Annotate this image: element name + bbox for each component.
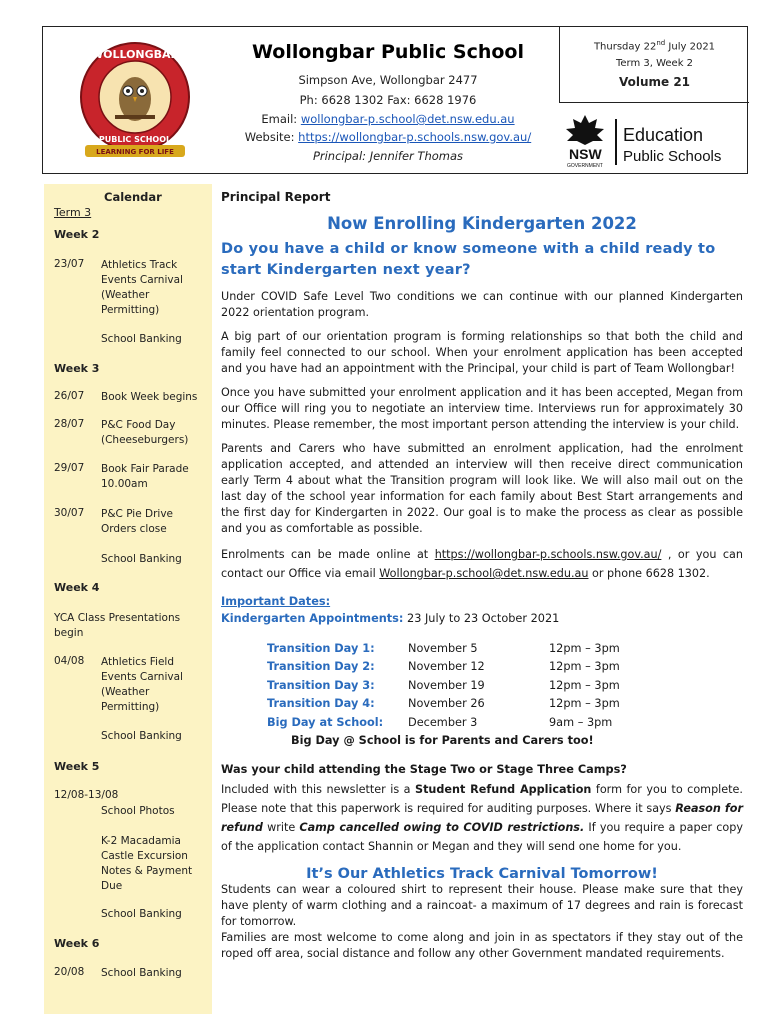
- issue-info-box: [559, 27, 749, 103]
- calendar-event: P&C Pie Drive Orders close: [101, 508, 173, 535]
- calendar-event: Book Week begins: [101, 391, 198, 403]
- table-row: Transition Day 2: November 12 12pm – 3pm: [267, 660, 620, 674]
- calendar-event: School Banking: [101, 967, 182, 979]
- school-address: Simpson Ave, Wollongbar 2477: [298, 73, 478, 87]
- school-website-line: [213, 130, 563, 144]
- term-week: Term 3, Week 2: [615, 58, 694, 70]
- athletics-carnival-heading: It’s Our Athletics Track Carnival Tomorrow!: [306, 865, 658, 882]
- table-row: Big Day at School: December 3 9am – 3pm: [267, 715, 613, 729]
- svg-text:Education: Education: [623, 125, 704, 145]
- calendar-sidebar: [44, 184, 212, 1014]
- office-email-link[interactable]: Wollongbar-p.school@det.nsw.edu.au: [379, 567, 589, 580]
- calendar-event: School Banking: [101, 908, 182, 920]
- school-crest-logo: [75, 39, 195, 159]
- calendar-event: Book Fair Parade 10.00am: [101, 463, 189, 490]
- school-email-line: [213, 112, 563, 126]
- paragraph: Families are most welcome to come along and join in as spectators if they stay out of the roped off area, social distance and follow any other Government mandated requirements.: [221, 930, 743, 960]
- calendar-week-4: Week 4: [54, 581, 100, 594]
- important-dates-heading: Important Dates:: [221, 595, 331, 608]
- waratah-icon: [566, 115, 604, 145]
- camps-refund-paragraph: Included with this newsletter is a Student Refund Application form for you to complete. Please note that this paperwork is required for auditing purposes. Where it says Reason for refund write Camp cancelled owing to COVID restrictions. If you require a paper copy of the application contact Shannin or Megan and they will send one home for you.: [221, 782, 743, 853]
- transition-schedule-table: [267, 639, 620, 732]
- table-row: Transition Day 3: November 19 12pm – 3pm: [267, 678, 620, 692]
- calendar-date: 12/08-13/08: [54, 789, 119, 801]
- svg-text:NSW: NSW: [569, 146, 602, 162]
- svg-text:WOLLONGBAR: WOLLONGBAR: [90, 48, 180, 61]
- calendar-date: 20/08: [54, 966, 85, 978]
- calendar-date: 04/08: [54, 655, 85, 667]
- calendar-week-5: Week 5: [54, 760, 100, 773]
- calendar-title: Calendar: [104, 190, 162, 204]
- enrolment-website-link[interactable]: https://wollongbar-p.schools.nsw.gov.au/: [434, 548, 662, 561]
- paragraph: Once you have submitted your enrolment application and it has been accepted, Megan from our Office will ring you to negotiate an interview time. Interviews run for approximately 30 minutes. Please remember, the most important person attending the interview is your child.: [221, 386, 743, 431]
- paragraph: Students can wear a coloured shirt to represent their house. Please make sure that they have plenty of warm clothing and a raincoat- a maximum of 17 degrees and rain is forecast for tomorrow.: [221, 882, 743, 928]
- calendar-event: Athletics Field Events Carnival (Weather Permitting): [101, 656, 183, 713]
- calendar-week-2: Week 2: [54, 228, 100, 241]
- issue-date: Thursday 22nd July 2021: [593, 39, 716, 53]
- school-website-link[interactable]: https://wollongbar-p.schools.nsw.gov.au/: [298, 130, 532, 144]
- paragraph: Parents and Carers who have submitted an enrolment application, had the enrolment application accepted, and attended an interview will then receive direct communication early Term 4 about what the Transition program will look like. We will also mail out on the last day of the school year information for each family about Best Start arrangements and the first day for Kindergarten in 2022. Our goal is to make the process as clear as possible and you as comfortable as possible.: [221, 442, 743, 535]
- kindergarten-appointments: Kindergarten Appointments: 23 July to 23 October 2021: [221, 612, 560, 625]
- calendar-date: 30/07: [54, 507, 85, 519]
- calendar-term: Term 3: [54, 206, 92, 219]
- calendar-date: 29/07: [54, 462, 85, 474]
- school-name: Wollongbar Public School: [252, 41, 524, 63]
- calendar-week-3: Week 3: [54, 362, 100, 375]
- svg-text:LEARNING FOR LIFE: LEARNING FOR LIFE: [96, 148, 174, 156]
- calendar-date: 23/07: [54, 258, 85, 270]
- table-row: Transition Day 4: November 26 12pm – 3pm: [267, 697, 620, 711]
- school-phone-fax: Ph: 6628 1302 Fax: 6628 1976: [299, 93, 477, 107]
- calendar-event: K-2 Macadamia Castle Excursion Notes & Payment Due: [101, 835, 193, 892]
- calendar-date: 26/07: [54, 390, 85, 402]
- website-label: Website:: [244, 130, 299, 144]
- calendar-date: 28/07: [54, 418, 85, 430]
- big-day-note: Big Day @ School is for Parents and Carers too!: [291, 733, 594, 747]
- calendar-event: School Banking: [101, 553, 182, 565]
- principal-report: [221, 184, 743, 962]
- calendar-event: School Banking: [101, 730, 182, 742]
- newsletter-header: [42, 26, 748, 174]
- calendar-event: P&C Food Day (Cheeseburgers): [101, 419, 189, 446]
- volume-number: Volume 21: [618, 75, 691, 90]
- enrolling-headline: Now Enrolling Kindergarten 2022: [327, 214, 637, 233]
- svg-text:GOVERNMENT: GOVERNMENT: [567, 163, 603, 169]
- email-label: Email:: [261, 112, 301, 126]
- calendar-event: YCA Class Presentations begin: [54, 612, 181, 639]
- principal-name: Principal: Jennifer Thomas: [312, 149, 464, 163]
- enrolling-question: Do you have a child or know someone with a child ready to start Kindergarten next year?: [221, 241, 716, 278]
- calendar-event: School Banking: [101, 333, 182, 345]
- paragraph: Under COVID Safe Level Two conditions we can continue with our planned Kindergarten 2022 orientation program.: [221, 290, 743, 319]
- school-email-link[interactable]: wollongbar-p.school@det.nsw.edu.au: [300, 112, 515, 126]
- section-title: Principal Report: [221, 190, 331, 204]
- camps-question: Was your child attending the Stage Two or Stage Three Camps?: [221, 762, 627, 776]
- calendar-event: School Photos: [101, 805, 175, 817]
- table-row: Transition Day 1: November 5 12pm – 3pm: [267, 641, 620, 655]
- calendar-week-6: Week 6: [54, 937, 100, 950]
- svg-text:Public Schools: Public Schools: [623, 148, 722, 165]
- enrolment-contact-paragraph: Enrolments can be made online at https://wollongbar-p.schools.nsw.gov.au/ , or you can contact our Office via email Wollongbar-p.school@det.nsw.edu.au or phone 6628 1302.: [221, 548, 744, 580]
- nsw-education-logo: [559, 111, 749, 169]
- paragraph: A big part of our orientation program is forming relationships so that both the child and family feel connected to our school. When your enrolment application has been accepted and you have had an appointment with the Principal, your child is part of Team Wollongbar!: [221, 330, 743, 375]
- calendar-event: Athletics Track Events Carnival (Weather Permitting): [101, 259, 183, 316]
- svg-text:PUBLIC SCHOOL: PUBLIC SCHOOL: [98, 135, 172, 144]
